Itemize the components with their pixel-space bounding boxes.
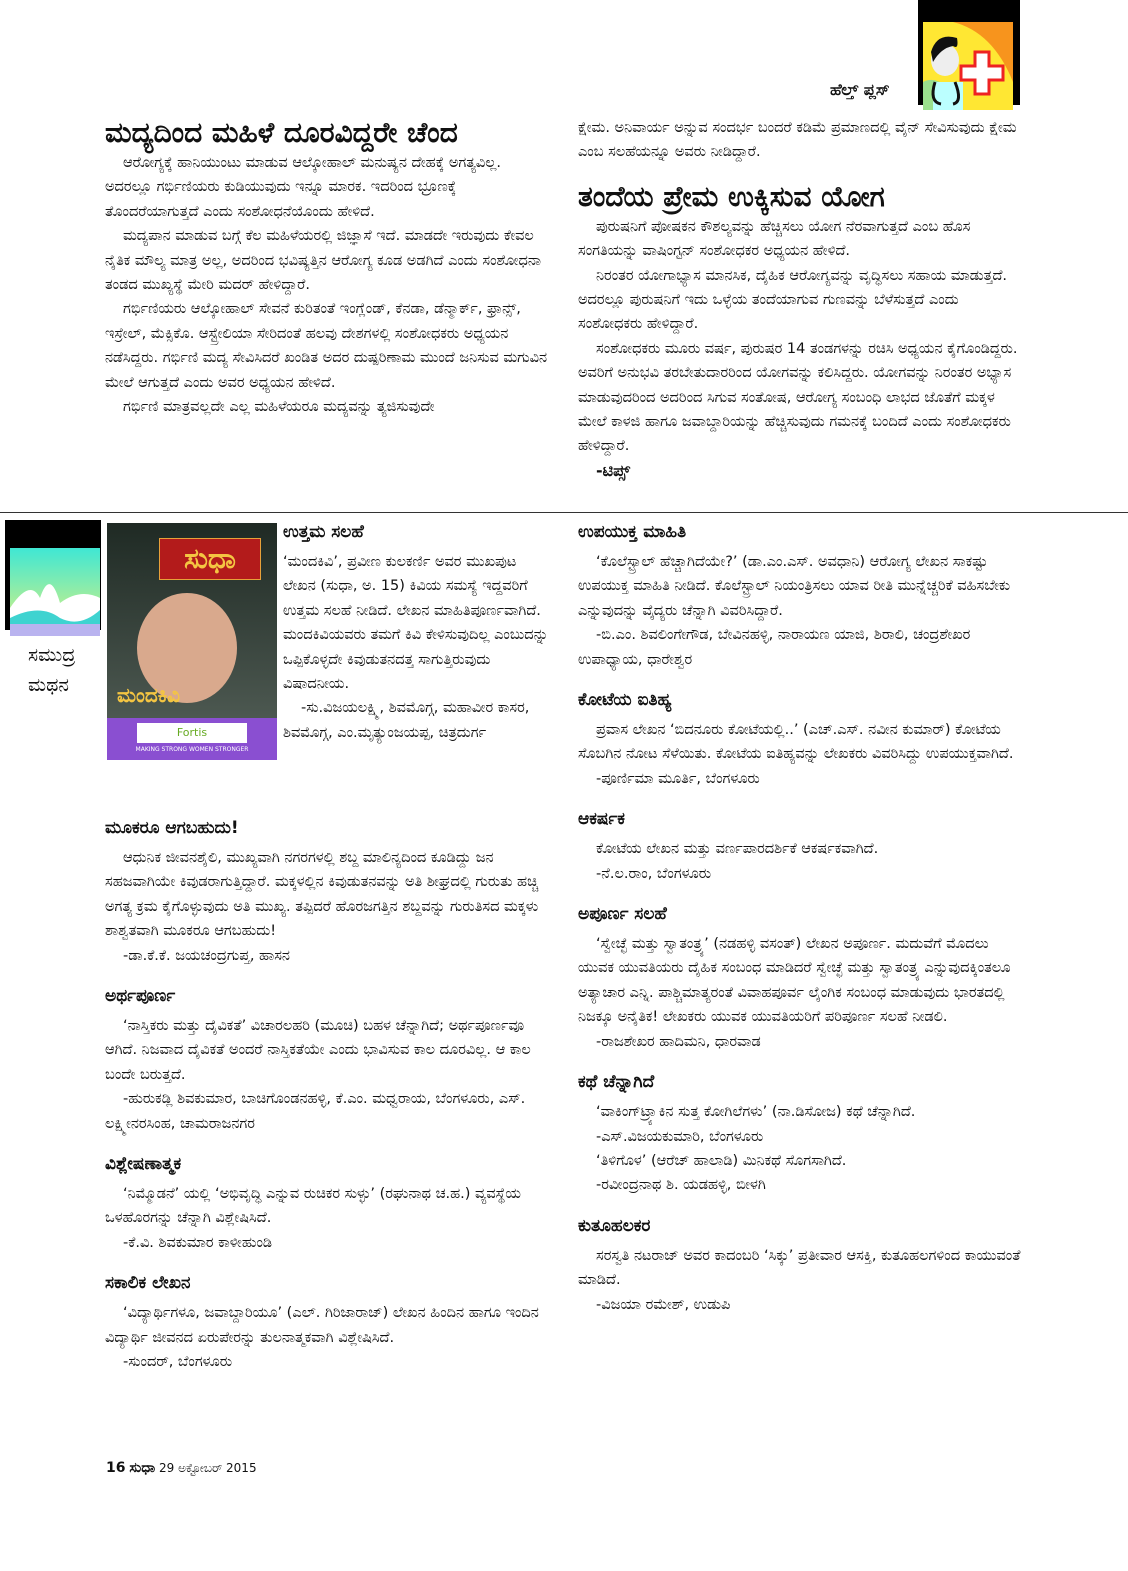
letter-body: ‘ವಿದ್ಯಾರ್ಥಿಗಳೂ, ಜವಾಬ್ದಾರಿಯೂ’ (ಎಲ್. ಗಿರಿಜಾರಾಜ್) ಲೇಖನ ಹಿಂದಿನ ಹಾಗೂ ಇಂದಿನ ವಿದ್ಯಾರ್ಥಿ ಜೀವನದ ಏರುಪೇರನ್ನು ತುಲನಾತ್ಮಕವಾಗಿ ವಿಶ್ಲೇಷಿಸಿದೆ. <box>105 1305 539 1346</box>
letter-title: ಕುತೂಹಲಕರ <box>578 1215 651 1236</box>
letter-title: ಕಥೆ ಚೆನ್ನಾಗಿದೆ <box>578 1072 655 1093</box>
paragraph: ಪುರುಷನಿಗೆ ಪೋಷಕನ ಕೌಶಲ್ಯವನ್ನು ಹೆಚ್ಚಿಸಲು ಯೋಗ ನೆರವಾಗುತ್ತದೆ ಎಂಬ ಹೊಸ ಸಂಗತಿಯನ್ನು ವಾಷಿಂಗ್ಟನ್ ಸಂಶೋಧಕರ ಅಧ್ಯಯನ ಹೇಳಿದೆ. <box>578 218 971 260</box>
cover-masthead: ಸುಧಾ <box>159 538 261 580</box>
column-label: ಸಮುದ್ರ ಮಥನ <box>28 644 76 696</box>
paragraph: ಗರ್ಭಿಣಿಯರು ಆಲ್ಕೋಹಾಲ್ ಸೇವನೆ ಕುರಿತಂತೆ ಇಂಗ್ಲೆಂಡ್, ಕೆನಡಾ, ಡೆನ್ಮಾರ್ಕ್, ಫ್ರಾನ್ಸ್, ಇಸ್ರೇಲ್, ಮೆಕ್ಸಿಕೊ. ಆಸ್ಟ್ರೇಲಿಯಾ ಸೇರಿದಂತೆ ಹಲವು ದೇಶಗಳಲ್ಲಿ ಸಂಶೋಧಕರು ಅಧ್ಯಯನ ನಡೆಸಿದ್ದರು. ಗರ್ಭಿಣಿ ಮದ್ಯ ಸೇವಿಸಿದರೆ ಖಂಡಿತ ಅದರ ದುಷ್ಪರಿಣಾಮ ಮುಂದೆ ಜನಿಸುವ ಮಗುವಿನ ಮೇಲೆ ಆಗುತ್ತದೆ ಎಂದು ಅವರ ಅಧ್ಯಯನ ಹೇಳಿದೆ. <box>105 301 548 391</box>
letter-title: ವಿಶ್ಲೇಷಣಾತ್ಮಕ <box>105 1154 182 1175</box>
letters-left <box>105 800 550 1375</box>
signature: -ನೆ.ಲ.ರಾಂ, ಬೆಂಗಳೂರು <box>596 865 712 882</box>
signature: -ವಿಜಯಾ ರಮೇಶ್, ಉಡುಪಿ <box>596 1296 731 1313</box>
letter-body: ಆಧುನಿಕ ಜೀವನಶೈಲಿ, ಮುಖ್ಯವಾಗಿ ನಗರಗಳಲ್ಲಿ ಶಬ್ದ ಮಾಲಿನ್ಯದಿಂದ ಕೂಡಿದ್ದು ಜನ ಸಹಜವಾಗಿಯೇ ಕಿವುಡರಾಗುತ್ತಿದ್ದಾರೆ. ಮಕ್ಕಳಲ್ಲಿನ ಕಿವುಡುತನವನ್ನು ಅತಿ ಶೀಘ್ರದಲ್ಲಿ ಗುರುತು ಹಚ್ಚಿ ಅಗತ್ಯ ಕ್ರಮ ಕೈಗೊಳ್ಳುವುದು ಅತಿ ಮುಖ್ಯ. ತಪ್ಪಿದರೆ ಹೊರಜಗತ್ತಿನ ಶಬ್ದವನ್ನು ಗುರುತಿಸದ ಮಕ್ಕಳು ಶಾಶ್ವತವಾಗಿ ಮೂಕರೂ ಆಗಬಹುದು! <box>105 850 539 940</box>
page-number: 16 <box>106 1460 126 1476</box>
wave-icon <box>10 548 100 636</box>
section-label: ಹೆಲ್ತ್ ಪ್ಲಸ್ <box>830 80 890 99</box>
letter-body: ‘ನಾಸ್ತಿಕರು ಮತ್ತು ದೈವಿಕತೆ’ ವಿಚಾರಲಹರಿ (ಮೂಚಿ) ಬಹಳ ಚೆನ್ನಾಗಿದೆ; ಅರ್ಥಪೂರ್ಣವೂ ಆಗಿದೆ. ನಿಜವಾದ ದೈವಿಕತೆ ಅಂದರೆ ನಾಸ್ತಿಕತೆಯೇ ಎಂದು ಭಾವಿಸುವ ಕಾಲ ದೂರವಿಲ್ಲ. ಆ ಕಾಲ ಬಂದೇ ಬರುತ್ತದೆ. <box>105 1018 531 1083</box>
letter-body: ಕೋಟೆಯ ಲೇಖನ ಮತ್ತು ವರ್ಣಪಾರದರ್ಶಿಕೆ ಆಕರ್ಷಕವಾಗಿದೆ. <box>596 841 879 858</box>
page-footer <box>106 1460 257 1476</box>
letter-title: ಅಪೂರ್ಣ ಸಲಹೆ <box>578 904 667 925</box>
magazine-cover-image <box>107 523 277 760</box>
signature: -ರಾಜಶೇಖರ ಹಾದಿಮನಿ, ಧಾರವಾಡ <box>596 1033 761 1050</box>
magazine-name: ಸುಧಾ <box>129 1460 156 1476</box>
doctor-icon <box>923 22 1013 110</box>
letter-body: ‘ಸ್ವೇಚ್ಛೆ ಮತ್ತು ಸ್ವಾತಂತ್ರ್ಯ’ (ನಡಹಳ್ಳಿ ವಸಂತ್) ಲೇಖನ ಅಪೂರ್ಣ. ಮದುವೆಗೆ ಮೊದಲು ಯುವಕ ಯುವತಿಯರು ದೈಹಿಕ ಸಂಬಂಧ ಮಾಡಿದರೆ ಸ್ವೇಚ್ಛೆ ಮತ್ತು ಸ್ವಾತಂತ್ರ್ಯ ಎನ್ನುವುದಕ್ಕಿಂತಲೂ ಅತ್ಯಾಚಾರ ಎನ್ನಿ. ಪಾಶ್ಚಿಮಾತ್ಯರಂತೆ ವಿವಾಹಪೂರ್ವ ಲೈಂಗಿಕ ಸಂಬಂಧ ಮಾಡುವುದು ಭಾರತದಲ್ಲಿ ನಿಜಕ್ಕೂ ಅನೈತಿಕ! ಲೇಖಕರು ಯುವಕ ಯುವತಿಯರಿಗೆ ಪರಿಪೂರ್ಣ ಸಲಹೆ ನೀಡಲಿ. <box>578 936 1011 1026</box>
letter-title: ಉತ್ತಮ ಸಲಹೆ <box>283 522 364 542</box>
letter-body: ‘ವಾಕಿಂಗ್‌ಟ್ರ್ಯಾಕಿನ ಸುತ್ತ ಕೋಗಿಲೆಗಳು’ (ನಾ.ಡಿಸೋಜ) ಕಥೆ ಚೆನ್ನಾಗಿದೆ. <box>596 1104 916 1121</box>
signature: -ಪೂರ್ಣಿಮಾ ಮೂರ್ತಿ, ಬೆಂಗಳೂರು <box>596 770 760 787</box>
letter-title: ಮೂಕರೂ ಆಗಬಹುದು! <box>105 818 239 838</box>
signature: -ಡಾ.ಕೆ.ಕೆ. ಜಯಚಂದ್ರಗುಪ್ತ, ಹಾಸನ <box>123 947 290 964</box>
letter-title: ಆಕರ್ಷಕ <box>578 809 625 830</box>
signature: -ಸು.ವಿಜಯಲಕ್ಷ್ಮಿ, ಶಿವಮೊಗ್ಗ, ಮಹಾವೀರ ಕಾಸರ, ಶಿವಮೊಗ್ಗ, ಎಂ.ಮೃತ್ಯುಂಜಯಪ್ಪ, ಚಿತ್ರದುರ್ಗ <box>283 700 530 741</box>
article-title: ತಂದೆಯ ಪ್ರೇಮ ಉಕ್ಕಿಸುವ ಯೋಗ <box>578 179 885 213</box>
article-alcohol <box>105 115 550 419</box>
letter-title: ಅರ್ಥಪೂರ್ಣ <box>105 986 176 1007</box>
cover-tagline: MAKING STRONG WOMEN STRONGER <box>135 746 249 753</box>
paragraph: ನಿರಂತರ ಯೋಗಾಭ್ಯಾಸ ಮಾನಸಿಕ, ದೈಹಿಕ ಆರೋಗ್ಯವನ್ನು ವೃದ್ಧಿಸಲು ಸಹಾಯ ಮಾಡುತ್ತದೆ. ಅದರಲ್ಲೂ ಪುರುಷನಿಗೆ ಇದು ಒಳ್ಳೆಯ ತಂದೆಯಾಗುವ ಗುಣವನ್ನು ಬೆಳೆಸುತ್ತದೆ ಎಂದು ಸಂಶೋಧಕರು ಹೇಳಿದ್ದಾರೆ. <box>578 267 1008 333</box>
letter-body: ಪ್ರವಾಸ ಲೇಖನ ‘ಬಿದನೂರು ಕೋಟೆಯಲ್ಲಿ..’ (ಎಚ್.ಎಸ್. ನವೀನ ಕುಮಾರ್) ಕೋಟೆಯ ಸೊಬಗಿನ ನೋಟ ಸೆಳೆಯಿತು. ಕೋಟೆಯ ಐತಿಹ್ಯವನ್ನು ಲೇಖಕರು ವಿವರಿಸಿದ್ದು ಉಪಯುಕ್ತವಾಗಿದೆ. <box>578 722 1014 763</box>
issue-date: 29 ಅಕ್ಟೋಬರ್ 2015 <box>159 1461 257 1475</box>
letters-right <box>578 520 1023 1317</box>
letter-title: ಕೋಟೆಯ ಐತಿಹ್ಯ <box>578 690 672 711</box>
letter-body: ‘ನಿಮ್ಮೊಡನೆ’ ಯಲ್ಲಿ ‘ಅಭಿವೃದ್ಧಿ ಎನ್ನುವ ರುಚಿಕರ ಸುಳ್ಳು’ (ರಘುನಾಥ ಚ.ಹ.) ವ್ಯವಸ್ಥೆಯ ಒಳಹೊರಗನ್ನು ಚೆನ್ನಾಗಿ ವಿಶ್ಲೇಷಿಸಿದೆ. <box>105 1186 521 1227</box>
paragraph: ಸಂಶೋಧಕರು ಮೂರು ವರ್ಷ, ಪುರುಷರ 14 ತಂಡಗಳನ್ನು ರಚಿಸಿ ಅಧ್ಯಯನ ಕೈಗೊಂಡಿದ್ದರು. ಅವರಿಗೆ ಅನುಭವಿ ತರಬೇತುದಾರರಿಂದ ಯೋಗವನ್ನು ಕಲಿಸಿದ್ದರು. ಯೋಗವನ್ನು ನಿರಂತರ ಅಭ್ಯಾಸ ಮಾಡುವುದರಿಂದ ಅದರಿಂದ ಸಿಗುವ ಸಂತೋಷ, ಆರೋಗ್ಯ ಸಂಬಂಧಿ ಲಾಭದ ಜೊತೆಗೆ ಮಕ್ಕಳ ಮೇಲೆ ಕಾಳಜಿ ಹಾಗೂ ಜವಾಬ್ದಾರಿಯನ್ನು ಹೆಚ್ಚಿಸುವುದು ಗಮನಕ್ಕೆ ಬಂದಿದೆ ಎಂದು ಸಂಶೋಧಕರು ಹೇಳಿದ್ದಾರೆ. <box>578 340 1018 455</box>
sponsor-logo: Fortis <box>137 723 247 743</box>
letter-title: ಸಕಾಲಿಕ ಲೇಖನ <box>105 1273 191 1294</box>
paragraph: ಗರ್ಭಿಣಿ ಮಾತ್ರವಲ್ಲದೇ ಎಲ್ಲ ಮಹಿಳೆಯರೂ ಮದ್ಯವನ್ನು ತ್ಯಜಿಸುವುದೇ <box>123 399 435 416</box>
signature: -ಎಸ್.ವಿಜಯಕುಮಾರಿ, ಬೆಂಗಳೂರು <box>596 1128 764 1145</box>
letter-body: ‘ಕೊಲೆಸ್ಟ್ರಾಲ್ ಹೆಚ್ಚಾಗಿದೆಯೇ?’ (ಡಾ.ಎಂ.ಎಸ್. ಅವಧಾನಿ) ಆರೋಗ್ಯ ಲೇಖನ ಸಾಕಷ್ಟು ಉಪಯುಕ್ತ ಮಾಹಿತಿ ನೀಡಿದೆ. ಕೊಲೆಸ್ಟ್ರಾಲ್ ನಿಯಂತ್ರಿಸಲು ಯಾವ ರೀತಿ ಮುನ್ನೆಚ್ಚರಿಕೆ ವಹಿಸಬೇಕು ಎನ್ನುವುದನ್ನು ವೈದ್ಯರು ಚೆನ್ನಾಗಿ ವಿವರಿಸಿದ್ದಾರೆ. <box>578 554 1011 619</box>
cover-headline: ಮಂದಕಿವಿ <box>117 683 181 707</box>
signature: -ಟಿಪ್ಸ್ <box>596 460 631 480</box>
article-yoga <box>578 116 1023 483</box>
signature: -ಹುರುಕಡ್ಲಿ ಶಿವಕುಮಾರ, ಬಾಚಿಗೊಂಡನಹಳ್ಳಿ, ಕೆ.ಎಂ. ಮಧ್ವರಾಯ, ಬೆಂಗಳೂರು, ಎಸ್. ಲಕ್ಷ್ಮೀನರಸಿಂಹ, ಚಾಮರಾಜನಗರ <box>105 1091 526 1132</box>
paragraph: ಮದ್ಯಪಾನ ಮಾಡುವ ಬಗ್ಗೆ ಕೆಲ ಮಹಿಳೆಯರಲ್ಲಿ ಜಿಜ್ಞಾಸೆ ಇದೆ. ಮಾಡದೇ ಇರುವುದು ಕೇವಲ ನೈತಿಕ ಮೌಲ್ಯ ಮಾತ್ರ ಅಲ್ಲ, ಅದರಿಂದ ಭವಿಷ್ಯತ್ತಿನ ಆರೋಗ್ಯ ಕೂಡ ಅಡಗಿದೆ ಎಂದು ಸಂಶೋಧನಾ ತಂಡದ ಮುಖ್ಯಸ್ಥೆ ಮೇರಿ ಮದರ್ ಹೇಳಿದ್ದಾರೆ. <box>105 228 542 294</box>
signature: -ಕೆ.ವಿ. ಶಿವಕುಮಾರ ಕಾಳೀಹುಂಡಿ <box>123 1234 273 1251</box>
signature: -ಬಿ.ಎಂ. ಶಿವಲಿಂಗೇಗೌಡ, ಬೇವಿನಹಳ್ಳಿ, ನಾರಾಯಣ ಯಾಜಿ, ಶಿರಾಲಿ, ಚಂದ್ರಶೇಖರ ಉಪಾಧ್ಯಾಯ, ಧಾರೇಶ್ವರ <box>578 627 971 668</box>
paragraph: ಕ್ಷೇಮ. ಅನಿವಾರ್ಯ ಅನ್ನುವ ಸಂದರ್ಭ ಬಂದರೆ ಕಡಿಮೆ ಪ್ರಮಾಣದಲ್ಲಿ ವೈನ್ ಸೇವಿಸುವುದು ಕ್ಷೇಮ ಎಂಬ ಸಲಹೆಯನ್ನೂ ಅವರು ನೀಡಿದ್ದಾರೆ. <box>578 120 1017 161</box>
letter-body: ‘ಮಂದಕಿವಿ’, ಪ್ರವೀಣ ಕುಲಕರ್ಣಿ ಅವರ ಮುಖಪುಟ ಲೇಖನ (ಸುಧಾ, ಅ. 15) ಕಿವಿಯ ಸಮಸ್ಯೆ ಇದ್ದವರಿಗೆ ಉತ್ತಮ ಸಲಹೆ ನೀಡಿದೆ. ಲೇಖನ ಮಾಹಿತಿಪೂರ್ಣವಾಗಿದೆ. ಮಂದಕಿವಿಯವರು ತಮಗೆ ಕಿವಿ ಕೇಳಿಸುವುದಿಲ್ಲ ಎಂಬುದನ್ನು ಒಪ್ಪಿಕೊಳ್ಳದೇ ಕಿವುಡುತನದತ್ತ ಸಾಗುತ್ತಿರುವುದು ವಿಷಾದನೀಯ. <box>283 554 549 693</box>
letter-title: ಉಪಯುಕ್ತ ಮಾಹಿತಿ <box>578 522 687 542</box>
letter-body: ಸರಸ್ವತಿ ನಟರಾಜ್ ಅವರ ಕಾದಂಬರಿ ‘ಸಿಕ್ಕು’ ಪ್ರತೀವಾರ ಆಸಕ್ತಿ, ಕುತೂಹಲಗಳಿಂದ ಕಾಯುವಂತೆ ಮಾಡಿದೆ. <box>578 1247 1021 1289</box>
signature: -ಸುಂದರ್, ಬೆಂಗಳೂರು <box>123 1354 233 1371</box>
signature: -ರವೀಂದ್ರನಾಥ ಶಿ. ಯಡಹಳ್ಳಿ, ಬೀಳಗಿ <box>596 1177 766 1194</box>
letter <box>283 520 550 745</box>
divider <box>0 512 1128 513</box>
letter-body: ‘ತಿಳಿಗೊಳ’ (ಆರೆಚ್ ಹಾಲಾಡಿ) ಮಿನಿಕಥೆ ಸೊಗಸಾಗಿದೆ. <box>596 1152 847 1169</box>
paragraph: ಆರೋಗ್ಯಕ್ಕೆ ಹಾನಿಯುಂಟು ಮಾಡುವ ಆಲ್ಕೋಹಾಲ್ ಮನುಷ್ಯನ ದೇಹಕ್ಕೆ ಅಗತ್ಯವಿಲ್ಲ. ಅದರಲ್ಲೂ ಗರ್ಭಿಣಿಯರು ಕುಡಿಯುವುದು ಇನ್ನೂ ಮಾರಕ. ಇದರಿಂದ ಭ್ರೂಣಕ್ಕೆ ತೊಂದರೆಯಾಗುತ್ತದೆ ಎಂದು ಸಂಶೋಧನೆಯೊಂದು ಹೇಳಿದೆ. <box>105 155 501 220</box>
article-title: ಮದ್ಯದಿಂದ ಮಹಿಳೆ ದೂರವಿದ್ದರೇ ಚೆಂದ <box>105 116 458 149</box>
